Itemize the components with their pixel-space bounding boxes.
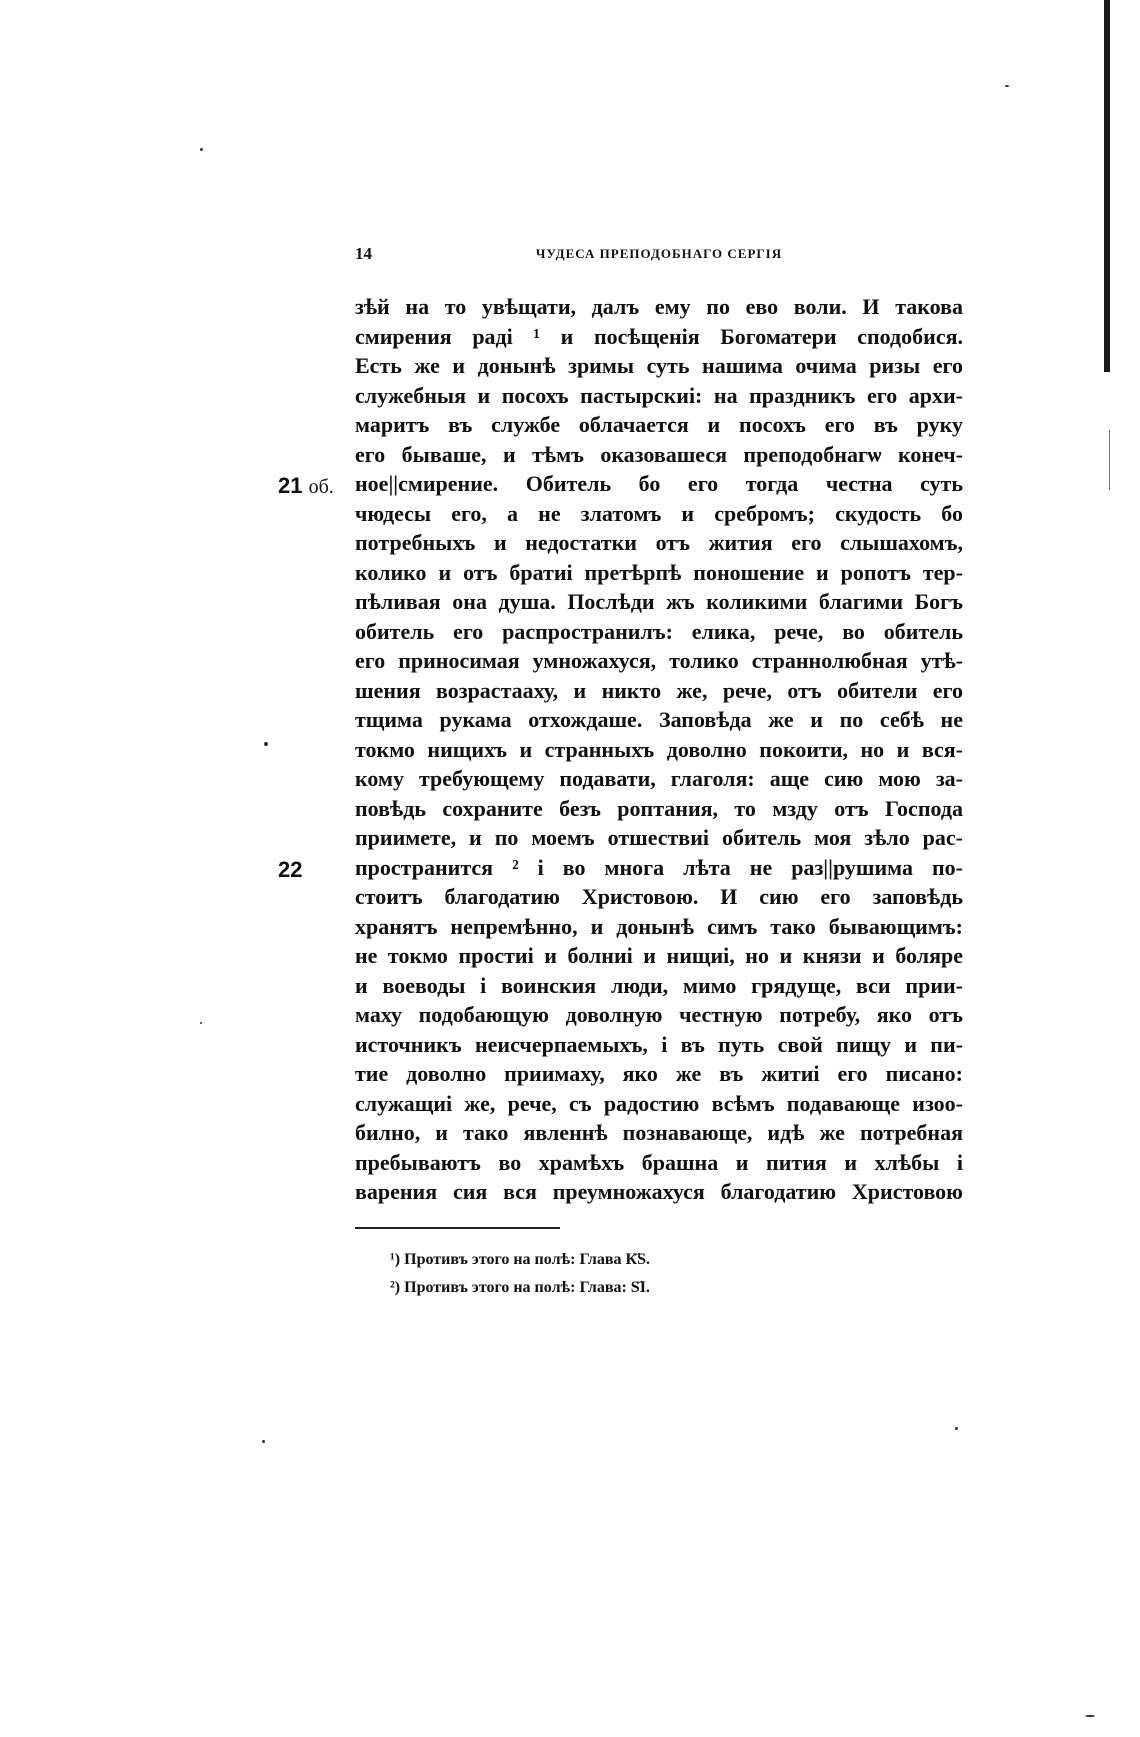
margin-note-suffix: об. [308, 476, 334, 498]
text-line: потребныхъ и недостатки отъ жития его слышахомъ, [355, 530, 963, 555]
text-line: служащиі же, рече, съ радостию всѣмъ подавающе изоо- [355, 1090, 963, 1116]
text-line: его приносимая умножахуся, толико страннолюбная утѣ- [355, 648, 963, 673]
text-line: билно, и тако явленнѣ познавающе, идѣ же потребная [355, 1120, 963, 1145]
text-line: пространится ² і во многа лѣта не раз||рушима по- [355, 854, 963, 880]
text-line: Есть же и донынѣ зримы суть нашима очима ризы его [355, 353, 963, 378]
margin-note-number: 22 [278, 857, 303, 882]
speck [200, 148, 203, 151]
page-number: 14 [355, 244, 372, 263]
text-line: кому требующему подавати, глаголя: аще сию мою за- [355, 766, 963, 791]
margin-note-number: 21 [278, 473, 303, 498]
body-text [355, 292, 963, 1207]
text-line: обитель его распространилъ: елика, рече, во обитель [355, 618, 963, 644]
margin-note-folio-21v [278, 473, 334, 499]
text-line: служебныя и посохъ пастырскиі: на праздникъ его архи- [355, 382, 963, 408]
footnote-1: ¹) Противъ этого на полѣ: Глава К҃S. [390, 1251, 650, 1268]
text-line: смирения раді ¹ и посѣщенія Богоматери сподобися. [355, 323, 963, 349]
text-line: его бываше, и тѣмъ оказовашеся преподобнагѡ конеч- [355, 441, 963, 467]
speck [200, 1022, 202, 1024]
footnotes [390, 1246, 890, 1302]
text-line: и воеводы і воинския люди, мимо грядуще, вси прии- [355, 972, 963, 998]
text-line: токмо нищихъ и странныхъ доволно покоити, но и вся- [355, 736, 963, 762]
footnote-2: ²) Противъ этого на полѣ: Глава: Ѕ҃І. [390, 1279, 650, 1296]
speck [262, 1440, 265, 1443]
text-line: приимете, и по моемъ отшествиі обитель моя зѣло рас- [355, 825, 963, 850]
page-edge-shadow [1104, 0, 1110, 372]
text-line: маху подобающую доволную честную потребу, яко отъ [355, 1002, 963, 1027]
speck [955, 1427, 958, 1430]
text-line: источникъ неисчерпаемыхъ, і въ путь свой пищу и пи- [355, 1031, 963, 1057]
text-line: пѣливая она душа. Послѣди жъ коликими благими Богъ [355, 589, 963, 614]
running-title: ЧУДЕСА ПРЕПОДОБНАГО СЕРГІЯ [535, 246, 783, 261]
margin-note-folio-22 [278, 857, 302, 883]
speck [1085, 1715, 1095, 1717]
footnote-rule [355, 1227, 560, 1229]
text-line: зѣй на то увѣщати, далъ ему по ево воли. И такова [355, 294, 963, 319]
text-line: варения сия вся преумножахуся благодатию Христовою [355, 1179, 963, 1204]
text-line: тие доволно приимаху, яко же въ житиі его писано: [355, 1061, 963, 1086]
text-line: колико и отъ братиі претѣрпѣ поношение и ропотъ тер- [355, 559, 963, 585]
text-line: хранятъ непремѣнно, и донынѣ симъ тако бывающимъ: [355, 913, 963, 939]
text-line: повѣдь сохраните безъ роптания, то мзду отъ Господа [355, 795, 963, 821]
page-header [355, 244, 963, 268]
speck [1005, 85, 1009, 87]
text-line: тщима рукама отхождаше. Заповѣда же и по себѣ не [355, 707, 963, 732]
text-line: стоитъ благодатию Христовою. И сию его заповѣдь [355, 884, 963, 909]
page-edge-line [1109, 430, 1110, 490]
text-line: чюдесы его, а не златомъ и сребромъ; скудость бо [355, 500, 963, 526]
text-line: ное||смирение. Обитель бо его тогда честна суть [355, 471, 963, 496]
text-line: пребываютъ во храмѣхъ брашна и пития и хлѣбы і [355, 1149, 963, 1175]
speck [264, 742, 268, 746]
text-line: шения возрастааху, и никто же, рече, отъ обители его [355, 677, 963, 703]
text-line: не токмо простиі и болниі и нищиі, но и князи и боляре [355, 943, 963, 968]
text-line: маритъ въ службе облачается и посохъ его въ руку [355, 412, 963, 437]
